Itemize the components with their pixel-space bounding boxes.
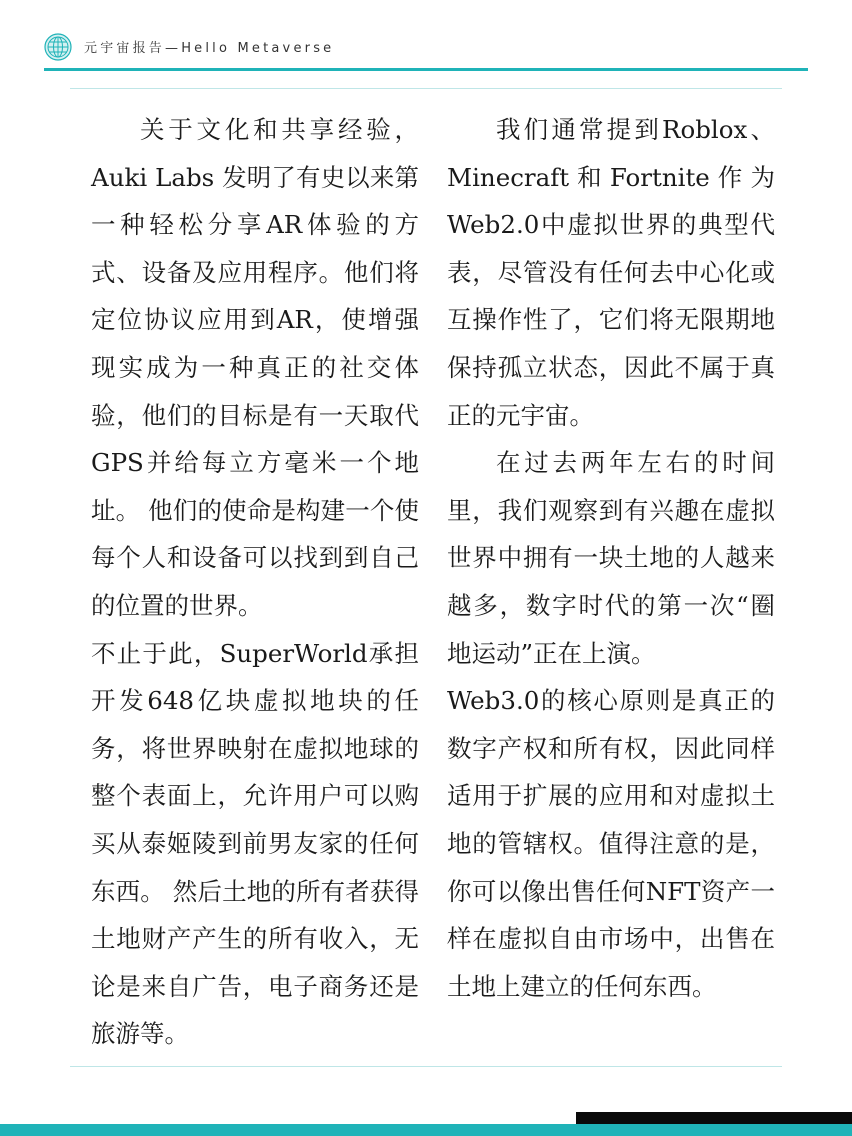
right-paragraph-3: Web3.0的核心原则是真正的数字产权和所有权，因此同样适用于扩展的应用和对虚拟土地的管辖权。值得注意的是，你可以像出售任何NFT资产一样在虚拟自由市场中，出售在土地上建立的任何东西。	[447, 686, 775, 1001]
left-column	[91, 106, 419, 1058]
bottom-content-divider	[70, 1066, 782, 1067]
footer-dark-bar	[576, 1112, 852, 1124]
header-title: 元宇宙报告—Hello Metaverse	[84, 41, 335, 56]
right-column	[447, 106, 775, 1010]
top-content-divider	[70, 88, 782, 89]
globe-icon	[44, 33, 72, 61]
left-paragraph-2: 不止于此，SuperWorld承担开发648亿块虚拟地块的任务，将世界映射在虚拟地球的整个表面上，允许用户可以购买从泰姬陵到前男友家的任何东西。 然后土地的所有者获得土地财产产生的所有收入，无论是来自广告，电子商务还是旅游等。	[91, 638, 419, 1049]
header-divider	[44, 68, 808, 71]
right-paragraph-2: 在过去两年左右的时间里，我们观察到有兴趣在虚拟世界中拥有一块土地的人越来越多，数字时代的第一次“圈地运动”正在上演。	[447, 448, 775, 668]
left-paragraph-1: 关于文化和共享经验，Auki Labs 发明了有史以来第一种轻松分享AR体验的方式、设备及应用程序。他们将定位协议应用到AR，使增强现实成为一种真正的社交体验，他们的目标是有一天取代GPS并给每立方毫米一个地址。 他们的使命是构建一个使每个人和设备可以找到到自己的位置的世界。	[91, 115, 419, 620]
footer-accent-bar	[0, 1124, 852, 1136]
right-paragraph-1: 我们通常提到Roblox、Minecraft 和 Fortnite 作 为Web2.0中虚拟世界的典型代表，尽管没有任何去中心化或互操作性了，它们将无限期地保持孤立状态，因此不属于真正的元宇宙。	[447, 115, 775, 430]
